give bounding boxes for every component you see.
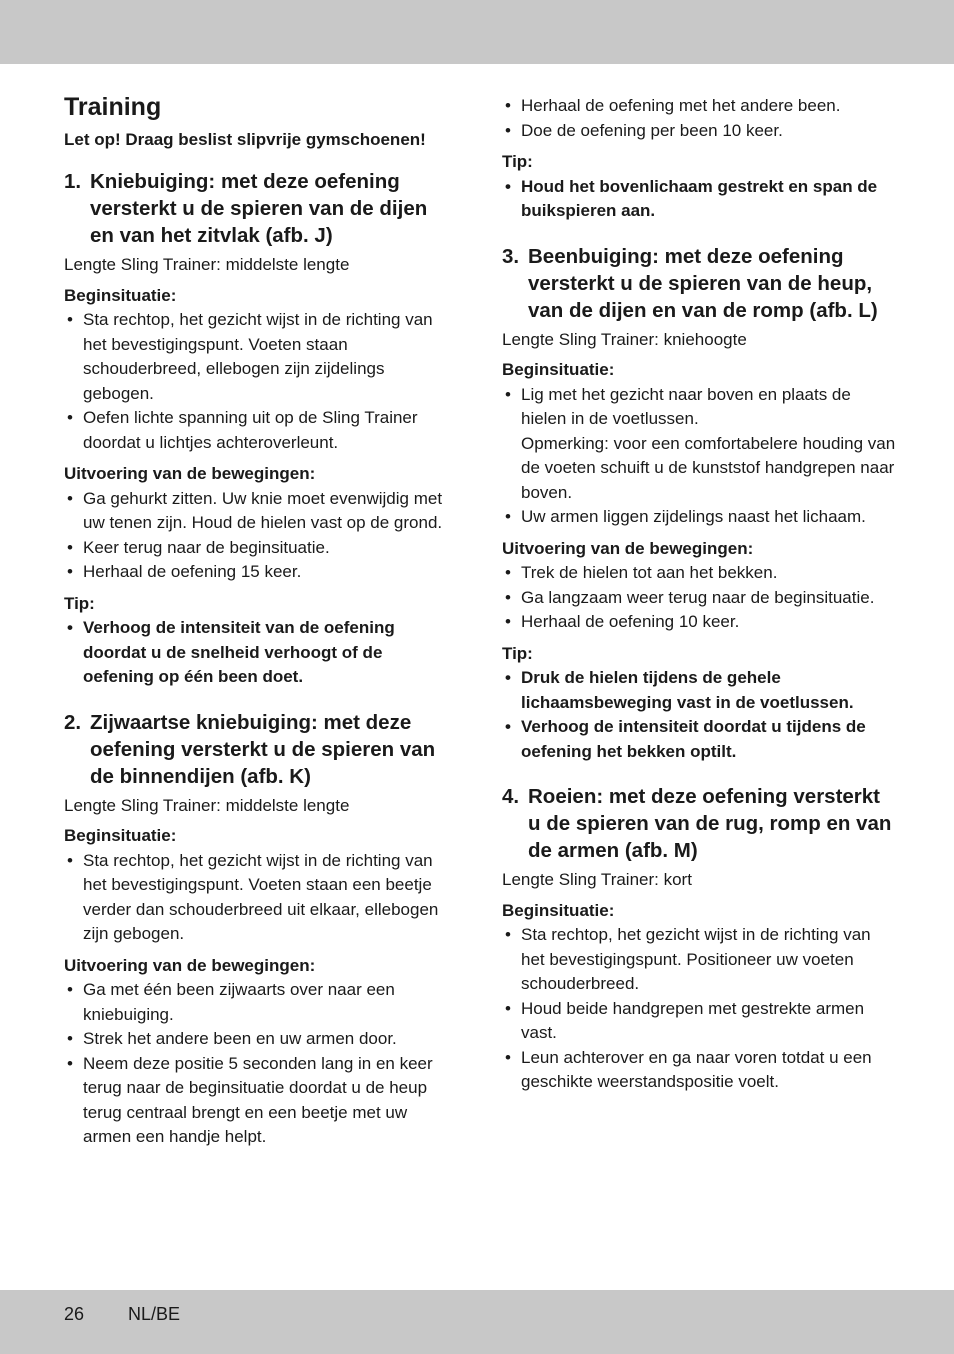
start-list	[502, 923, 896, 1095]
bullet-icon: •	[505, 668, 511, 687]
bullet-icon: •	[67, 488, 73, 508]
tip-list	[502, 175, 896, 224]
execution-list	[64, 487, 454, 585]
bullet-icon: •	[505, 998, 511, 1018]
list-item: • Houd het bovenlichaam gestrekt en span de buikspieren aan.	[502, 175, 896, 224]
execution-label: Uitvoering van de bewegingen:	[64, 955, 316, 975]
tip-list	[64, 616, 454, 690]
section-number: 1.	[64, 170, 82, 193]
sling-length: Lengte Sling Trainer: middelste lengte	[64, 795, 350, 815]
list-item: • Druk de hielen tijdens de gehele lichaamsbeweging vast in de voetlussen.	[502, 666, 896, 715]
sling-length: Lengte Sling Trainer: kort	[502, 870, 692, 889]
section-title: Kniebuiging: met deze oefening versterkt u de spieren van de dijen en van het zitvlak (afb. J)	[90, 170, 428, 247]
bullet-icon: •	[505, 120, 511, 140]
execution-label: Uitvoering van de bewegingen:	[502, 538, 754, 558]
bullet-icon: •	[67, 618, 73, 637]
bullet-icon: •	[505, 176, 511, 196]
list-item: • Herhaal de oefening 15 keer.	[64, 560, 454, 585]
tip-label: Tip:	[502, 643, 533, 663]
list-item: • Uw armen liggen zijdelings naast het lichaam.	[502, 505, 896, 530]
sling-length: Lengte Sling Trainer: middelste lengte	[64, 255, 350, 274]
execution-list-continued	[502, 94, 896, 143]
start-label: Beginsituatie:	[64, 826, 177, 845]
list-item: • Ga langzaam weer terug naar de beginsituatie.	[502, 586, 896, 611]
list-item: • Doe de oefening per been 10 keer.	[502, 119, 896, 144]
list-item: • Herhaal de oefening 10 keer.	[502, 610, 896, 635]
start-note: Opmerking: voor een comfortabelere houding van de voeten schuift u de kunststof handgrepen naar boven.	[521, 433, 896, 502]
start-list	[64, 849, 454, 947]
list-item: • Verhoog de intensiteit van de oefening doordat u de snelheid verhoogt of de oefening op één been doet.	[64, 616, 454, 690]
page-number: 26	[64, 1304, 85, 1324]
sling-length: Lengte Sling Trainer: kniehoogte	[502, 329, 747, 349]
page-title: Training	[64, 93, 162, 121]
start-label: Beginsituatie:	[64, 285, 177, 305]
section-number: 4.	[502, 785, 520, 808]
right-column	[502, 94, 896, 1102]
bullet-icon: •	[67, 310, 73, 329]
execution-list	[502, 561, 896, 635]
language-code: NL/BE	[128, 1304, 181, 1324]
bullet-icon: •	[505, 587, 511, 607]
bullet-icon: •	[67, 562, 73, 581]
bullet-icon: •	[505, 925, 511, 944]
start-label: Beginsituatie:	[502, 900, 615, 920]
start-list	[502, 383, 896, 530]
left-column	[64, 92, 454, 1157]
list-item: • Strek het andere been en uw armen door.	[64, 1027, 454, 1052]
list-item: • Ga met één been zijwaarts over naar een kniebuiging.	[64, 978, 454, 1027]
bullet-icon: •	[67, 537, 73, 557]
list-item: • Sta rechtop, het gezicht wijst in de richting van het bevestigingspunt. Voeten staan schouderbreed, ellebogen zijn zijdelings gebogen.	[64, 308, 454, 406]
list-item: • Oefen lichte spanning uit op de Sling Trainer doordat u lichtjes achteroverleunt.	[64, 406, 454, 455]
section-4-heading	[502, 783, 896, 864]
bullet-icon: •	[505, 384, 511, 404]
execution-list	[64, 978, 454, 1150]
list-item: • Herhaal de oefening met het andere been.	[502, 94, 896, 119]
bullet-icon: •	[67, 850, 73, 870]
warning-text: Let op! Draag beslist slipvrije gymschoenen!	[64, 130, 426, 149]
list-item: • Sta rechtop, het gezicht wijst in de richting van het bevestigingspunt. Positioneer uw voeten schouderbreed.	[502, 923, 896, 997]
list-item: • Sta rechtop, het gezicht wijst in de richting van het bevestigingspunt. Voeten staan een beetje verder dan schouderbreed uit elkaar, ellebogen zijn gebogen.	[64, 849, 454, 947]
bullet-icon: •	[505, 507, 511, 526]
list-item: • Lig met het gezicht naar boven en plaats de hielen in de voetlussen. Opmerking: voor een comfortabelere houding van de voeten schuift u de kunststof handgrepen naar boven.	[502, 383, 896, 506]
list-item: • Trek de hielen tot aan het bekken.	[502, 561, 896, 586]
section-3-heading	[502, 243, 896, 324]
section-title: Roeien: met deze oefening versterkt u de spieren van de rug, romp en van de armen (afb. M)	[528, 785, 892, 862]
bullet-icon: •	[505, 96, 511, 115]
tip-label: Tip:	[502, 152, 533, 171]
bullet-icon: •	[67, 980, 73, 999]
start-list	[64, 308, 454, 455]
header-band	[0, 0, 954, 64]
list-item: • Houd beide handgrepen met gestrekte armen vast.	[502, 997, 896, 1046]
bullet-icon: •	[505, 563, 511, 582]
list-item: • Keer terug naar de beginsituatie.	[64, 536, 454, 561]
bullet-icon: •	[67, 408, 73, 427]
section-title: Zijwaartse kniebuiging: met deze oefening versterkt u de spieren van de binnendijen (afb. K)	[90, 710, 436, 788]
list-item: • Neem deze positie 5 seconden lang in en keer terug naar de beginsituatie doordat u de heup terug centraal brengt en een beetje met uw armen een handje helpt.	[64, 1052, 454, 1150]
bullet-icon: •	[505, 612, 511, 631]
bullet-icon: •	[67, 1053, 73, 1073]
bullet-icon: •	[505, 1047, 511, 1067]
list-item: • Leun achterover en ga naar voren totdat u een geschikte weerstandspositie voelt.	[502, 1046, 896, 1095]
bullet-icon: •	[505, 717, 511, 736]
list-item: • Verhoog de intensiteit doordat u tijdens de oefening het bekken optilt.	[502, 715, 896, 764]
tip-label: Tip:	[64, 593, 95, 613]
execution-label: Uitvoering van de bewegingen:	[64, 464, 316, 483]
bullet-icon: •	[67, 1029, 73, 1048]
list-item: • Ga gehurkt zitten. Uw knie moet evenwijdig met uw tenen zijn. Houd de hielen vast op de grond.	[64, 487, 454, 536]
section-title: Beenbuiging: met deze oefening versterkt u de spieren van de heup, van de dijen en van de romp (afb. L)	[528, 244, 878, 322]
section-1-heading	[64, 168, 454, 249]
section-number: 2.	[64, 710, 82, 734]
start-label: Beginsituatie:	[502, 360, 615, 379]
section-number: 3.	[502, 244, 520, 268]
section-2-heading	[64, 709, 454, 790]
tip-list	[502, 666, 896, 764]
